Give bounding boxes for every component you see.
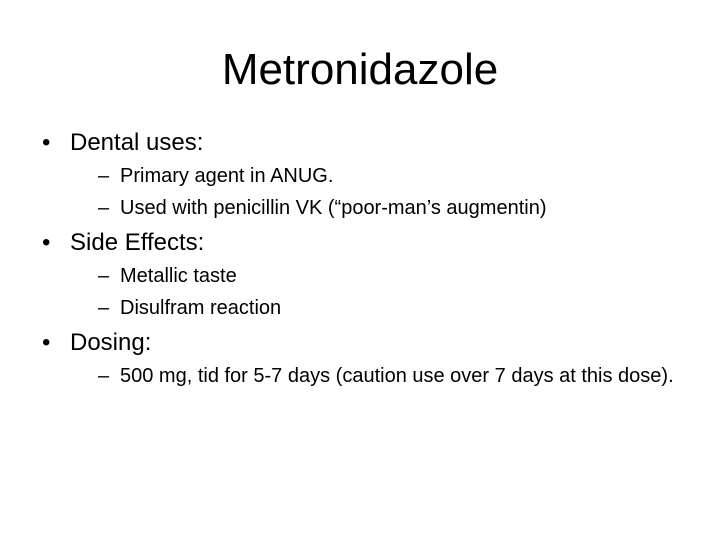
bullet-item-side-effects — [42, 228, 682, 320]
dash-marker: – — [98, 165, 110, 187]
bullet-heading: Dental uses: — [70, 129, 204, 156]
bullet-item-dosing — [42, 328, 682, 388]
sub-item — [70, 296, 682, 320]
sub-item-text: Metallic taste — [120, 265, 237, 287]
bullet-marker: • — [42, 129, 51, 156]
dash-marker: – — [98, 265, 110, 287]
dash-marker: – — [98, 297, 110, 319]
sub-item-text: 500 mg, tid for 5-7 days (caution use over 7 days at this dose). — [120, 365, 674, 387]
bullet-marker: • — [42, 329, 51, 356]
sub-item — [70, 264, 682, 288]
sub-item-text: Disulfram reaction — [120, 297, 282, 319]
bullet-marker: • — [42, 229, 51, 256]
sub-item — [70, 364, 682, 388]
sub-item — [70, 164, 682, 188]
sub-list — [70, 264, 682, 320]
bullet-item-dental-uses — [42, 128, 682, 220]
dash-marker: – — [98, 197, 110, 219]
sub-item — [70, 196, 682, 220]
bullet-heading: Side Effects: — [70, 229, 205, 256]
sub-item-text: Used with penicillin VK (“poor-man’s augmentin) — [120, 197, 547, 219]
bullet-heading: Dosing: — [70, 329, 152, 356]
slide-title: Metronidazole — [221, 45, 499, 94]
bullet-list — [42, 128, 682, 396]
sub-item-text: Primary agent in ANUG. — [120, 165, 334, 187]
dash-marker: – — [98, 365, 110, 387]
sub-list — [70, 164, 682, 220]
sub-list — [70, 364, 682, 388]
